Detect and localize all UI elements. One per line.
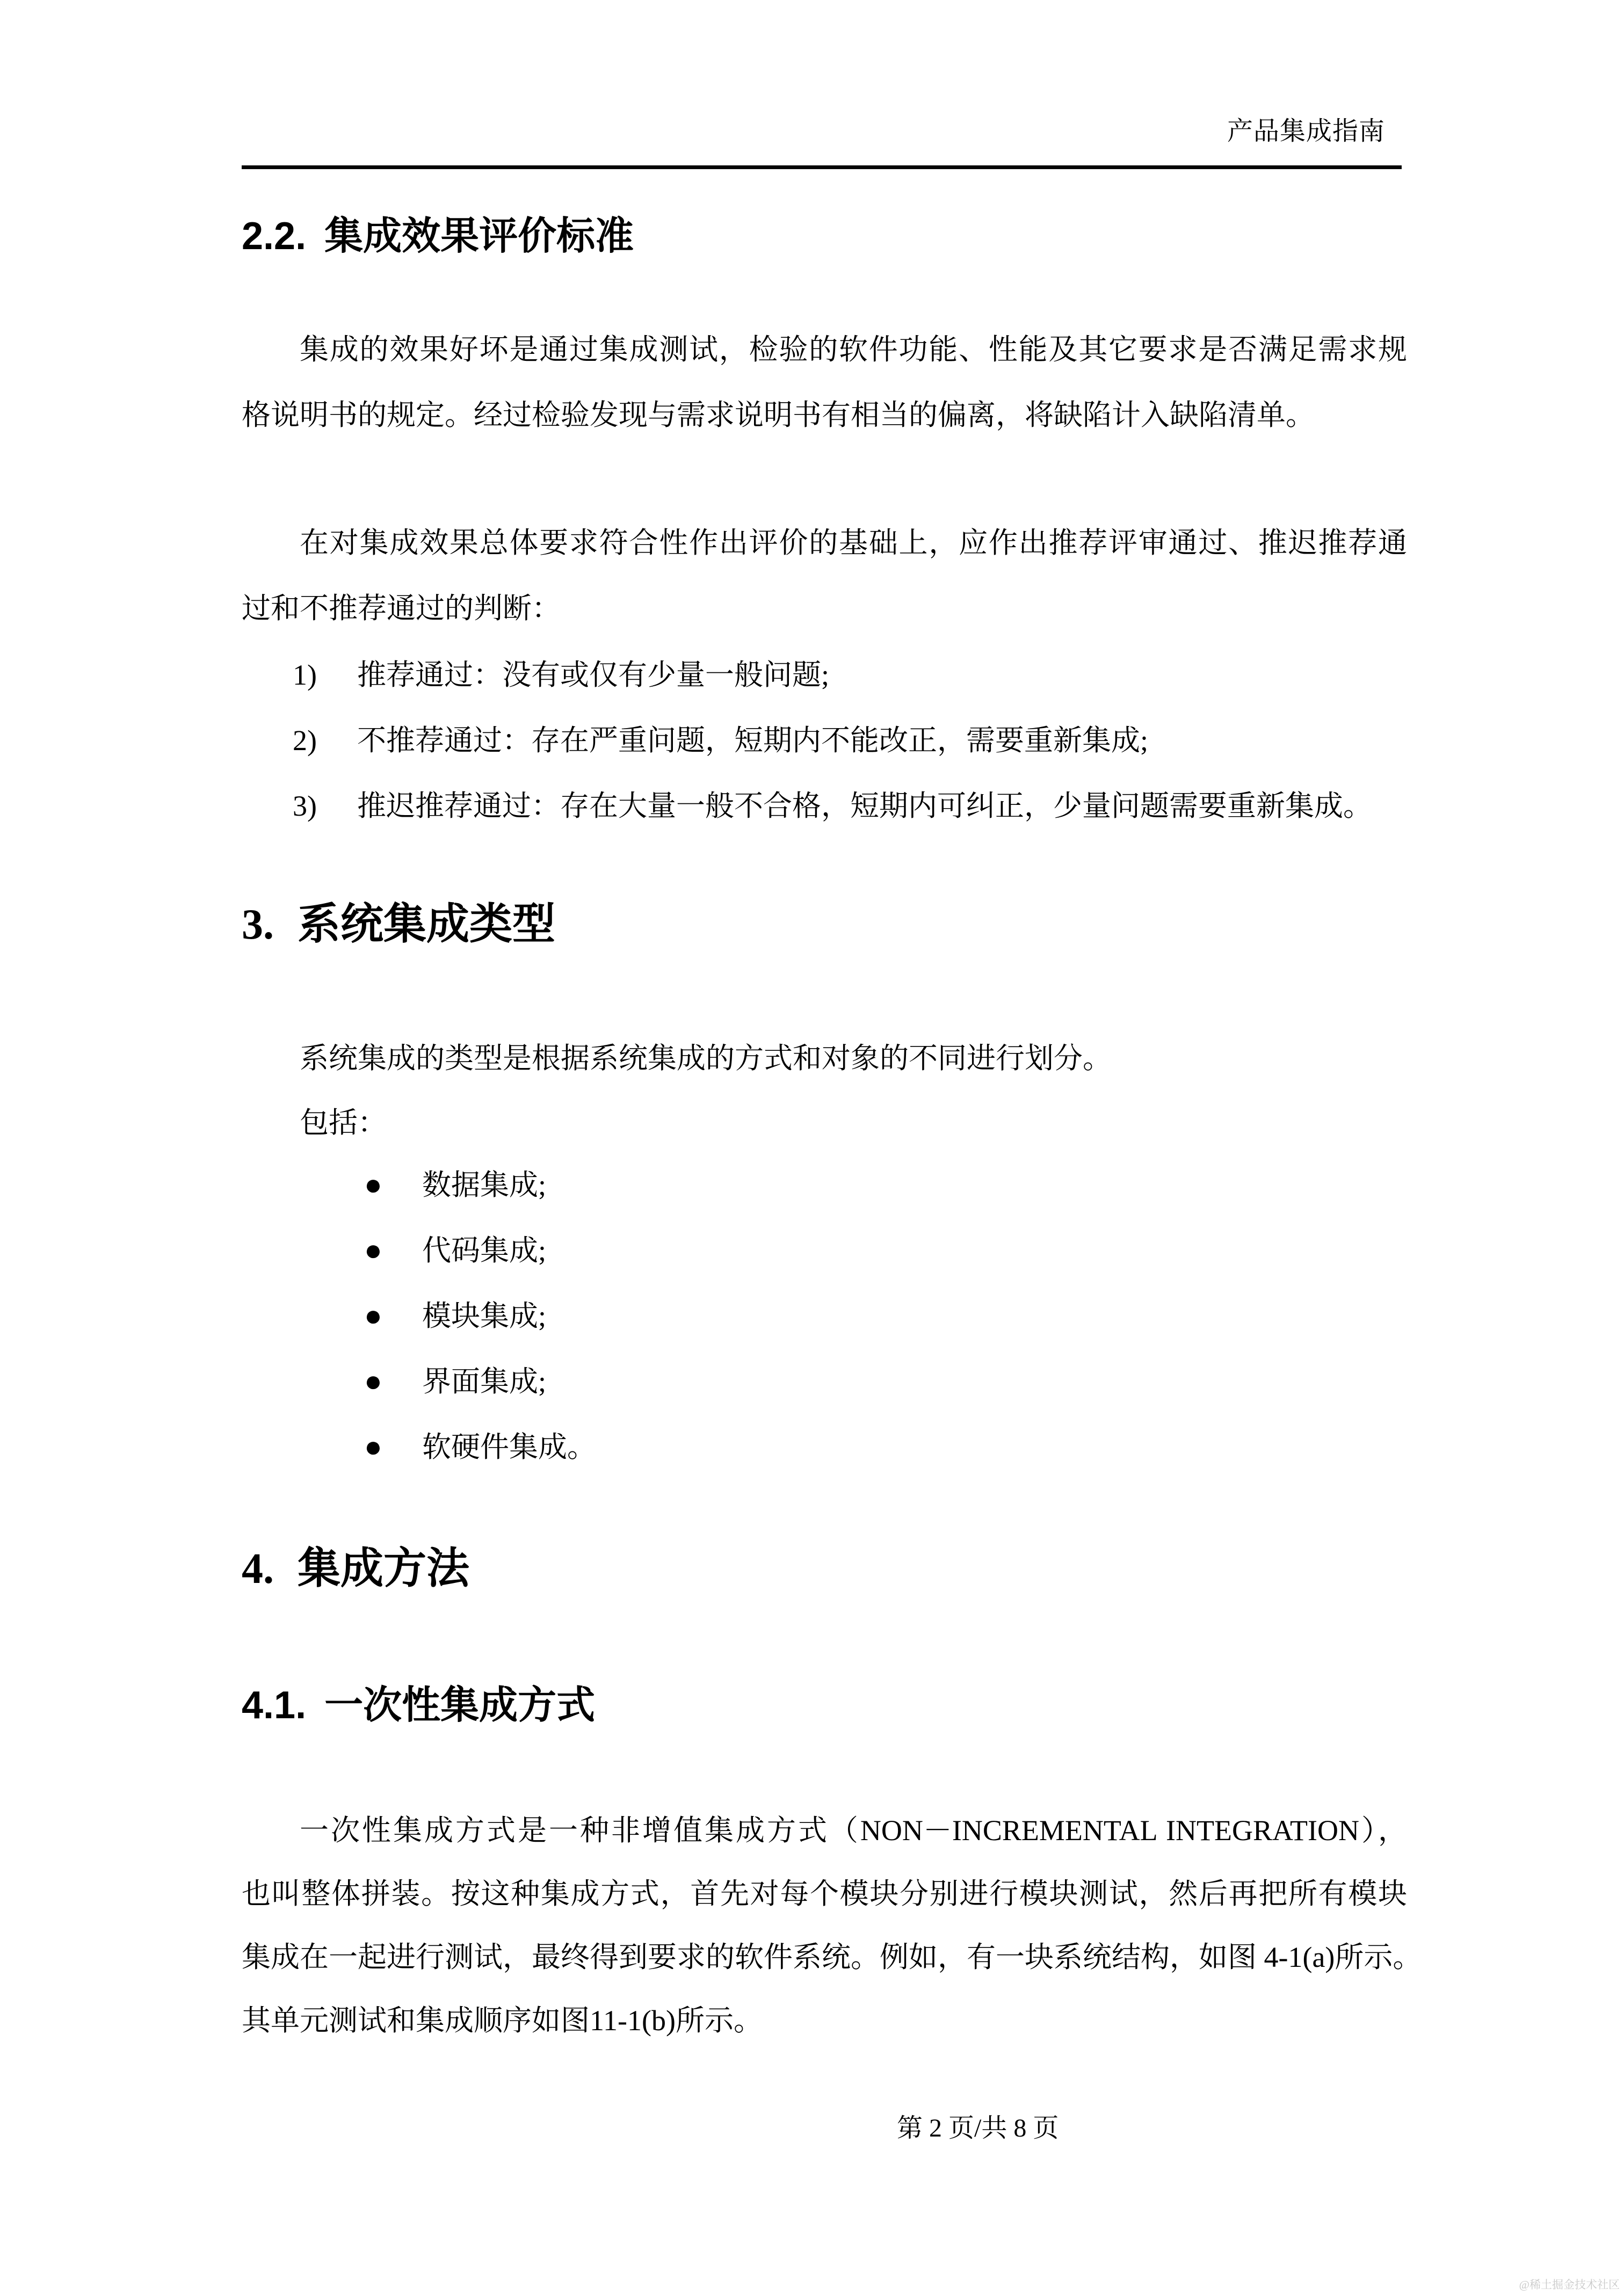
bullet-text: 代码集成; [422,1234,547,1267]
bullet-item [364,1218,596,1283]
item-number: 2) [293,724,317,757]
bullet-icon: ● [364,1168,382,1202]
paragraph-line: 过和不推荐通过的判断： [242,592,561,624]
paragraph-line: 系统集成的类型是根据系统集成的方式和对象的不同进行划分。 [300,1042,1112,1074]
heading-title: 一次性集成方式 [324,1684,596,1727]
heading-title: 集成效果评价标准 [324,215,634,258]
heading-4-1 [242,1684,595,1727]
paragraph-line: 包括： [300,1107,387,1139]
heading-2-2 [242,215,634,258]
page-footer [897,2113,1058,2144]
bullet-icon: ● [364,1299,382,1333]
heading-number: 2.2. [242,215,307,258]
paragraph-line: 也叫整体拼装。按这种集成方式，首先对每个模块分别进行模块测试，然后再把所有模块 [242,1878,1407,1910]
item-text: 推迟推荐通过：存在大量一般不合格，短期内可纠正，少量问题需要重新集成。 [357,790,1372,822]
paragraph-line: 在对集成效果总体要求符合性作出评价的基础上，应作出推荐评审通过、推迟推荐通 [300,527,1407,559]
paragraph-line: 集成在一起进行测试，最终得到要求的软件系统。例如，有一块系统结构，如图 4-1(a)所示。 [242,1941,1422,1973]
heading-number: 3. [242,901,274,948]
header-rule [242,165,1402,169]
paragraph-line: 一次性集成方式是一种非增值集成方式（NON－INCREMENTAL INTEGRATION）， [300,1814,1407,1847]
bullet-icon: ● [364,1430,382,1464]
bullet-icon: ● [364,1365,382,1398]
bullet-item [364,1283,596,1349]
numbered-item [293,708,1372,773]
item-text: 不推荐通过：存在严重问题，短期内不能改正，需要重新集成; [357,724,1149,757]
paragraph-line: 格说明书的规定。经过检验发现与需求说明书有相当的偏离，将缺陷计入缺陷清单。 [242,399,1315,431]
heading-title: 集成方法 [298,1545,469,1593]
paragraph-line: 集成的效果好坏是通过集成测试，检验的软件功能、性能及其它要求是否满足需求规 [300,333,1407,366]
paragraph-line: 其单元测试和集成顺序如图11-1(b)所示。 [242,2004,763,2037]
paragraph-big-bang-integration [242,1799,1422,2052]
bullet-text: 界面集成; [422,1365,547,1398]
bullet-text: 数据集成; [422,1169,547,1201]
numbered-list [293,642,1372,839]
bullet-text: 模块集成; [422,1300,547,1332]
bullet-icon: ● [364,1234,382,1267]
watermark-text: @稀土掘金技术社区 [1519,2278,1620,2291]
item-text: 推荐通过：没有或仅有少量一般问题; [357,659,830,691]
heading-3 [242,901,555,948]
bullet-item [364,1414,596,1480]
page-header [1227,116,1385,147]
heading-number: 4.1. [242,1684,307,1727]
paragraph-integration-effect [242,317,1407,448]
heading-number: 4. [242,1545,274,1593]
bullet-item [364,1349,596,1414]
bullet-text: 软硬件集成。 [422,1431,596,1463]
item-number: 1) [293,659,317,691]
watermark [1519,2278,1620,2292]
paragraph-integration-types [242,1026,1407,1091]
numbered-item [293,642,1372,708]
numbered-item [293,773,1372,839]
page-number-text: 第 2 页/共 8 页 [897,2114,1059,2142]
heading-4 [242,1545,469,1593]
item-number: 3) [293,790,317,822]
paragraph-includes [242,1090,1407,1156]
paragraph-evaluation-basis [242,510,1407,641]
bullet-item [364,1152,596,1218]
bullet-list [364,1152,596,1480]
header-title: 产品集成指南 [1227,117,1385,146]
heading-title: 系统集成类型 [298,901,555,948]
